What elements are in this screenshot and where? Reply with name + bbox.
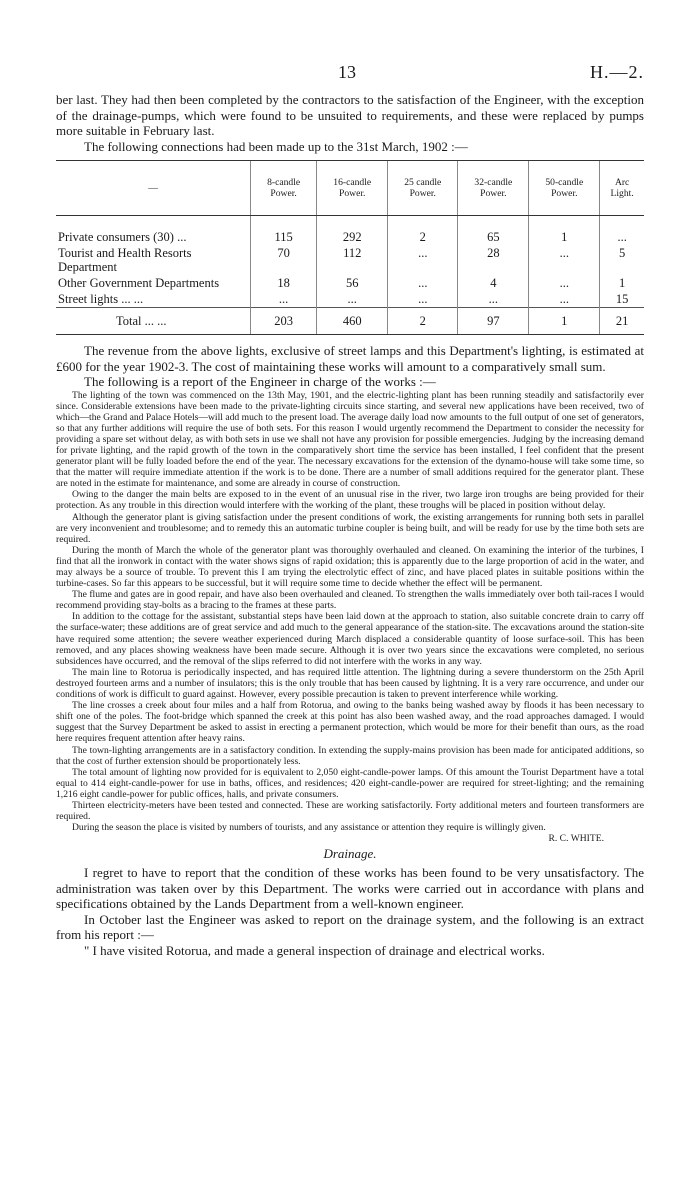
- total-cell: 203: [251, 308, 317, 335]
- report-paragraph: The line crosses a creek about four miles and a half from Rotorua, and owing to the banks being washed away by floods it has been necessary to shift one of the poles. The foot-bridge which spanned the creek at this point has also been washed away, and the road approaches damaged. I would suggest that the Survey Department be asked to assist in erecting a permanent protection, which would be more for their benefit than ours, as the road here requires frequent attention after heavy rains.: [56, 700, 644, 745]
- page-header: [56, 62, 644, 92]
- revenue-paragraph: The revenue from the above lights, exclusive of street lamps and this Department's lighting, is estimated at £600 for the year 1902-3. The cost of maintaining these works will amount to a comparatively small sum.: [56, 343, 644, 374]
- table-cell: ...: [388, 245, 458, 275]
- document-page: [56, 62, 644, 958]
- table-cell: 2: [388, 216, 458, 246]
- table-cell: ...: [388, 291, 458, 308]
- table-cell: ...: [317, 291, 388, 308]
- table-cell: 70: [251, 245, 317, 275]
- column-header: 32-candle Power.: [458, 161, 529, 216]
- report-paragraph: The total amount of lighting now provided for is equivalent to 2,050 eight-candle-power lamps. Of this amount the Tourist Department have a total equal to 414 eight-candle-power for use in baths, offices, and residences; 420 eight-candle-power are required for street-lighting; and the remaining 1,216 eight candle-power for public offices, halls, and private consumers.: [56, 766, 644, 800]
- row-label: Private consumers (30) ...: [58, 230, 187, 244]
- table-row: [56, 291, 644, 308]
- drainage-paragraph: I regret to have to report that the condition of these works has been found to be very unsatisfactory. The administration was taken over by this Department. The works were carried out in accordance with plans and specifications obtained by the Lands Department from a well-known engineer.: [56, 865, 644, 912]
- column-header: 25 candle Power.: [388, 161, 458, 216]
- report-paragraph: The lighting of the town was commenced on the 13th May, 1901, and the electric-lighting plant has been running steadily and satisfactorily ever since. Considerable extensions have been made to the private-lighting circuits since starting, and several new applications have been received, two of which—the Grand and Palace Hotels—will add much to the present load. The average daily load now amounts to the full output of one set of generators, so that any further additions will require the use of both sets. For this reason I would urgently recommend the Department to consider the necessity for providing a spare set without delay, as with both sets in use we shall not have any provision for possible emergencies. Judging by the increasing demand for private lighting, and the rapid growth of the town in the comparatively short time the service has been installed, I feel confident that the present generator plant will be fully loaded before the end of the year. The necessary excavations for the extension of the dynamo-house will take some time, so that the matter will require immediate attention if the work is to be done. There are a number of small additions required for the generator plant. These are noted in the estimate for maintenance, and some are already in course of construction.: [56, 389, 644, 490]
- report-paragraph: The town-lighting arrangements are in a satisfactory condition. In extending the supply-mains provision has been made for anticipated additions, so that the cost of further extension should be proportionately less.: [56, 744, 644, 767]
- report-paragraph: During the month of March the whole of the generator plant was thoroughly overhauled and cleaned. On examining the interior of the turbines, I find that all the ironwork in contact with the water shows signs of rapid oxidation; this is apparently due to the large proportion of acid in the water, and may always be a source of trouble. To prevent this I am trying the electrolytic effect of zinc, and have placed plates in suitable positions within the turbine-cases. So far this appears to be successful, but it will require some time to decide whether the effect will be permanent.: [56, 544, 644, 590]
- report-paragraph: Although the generator plant is giving satisfaction under the present conditions of work, the existing arrangements for running both sets in parallel are very inconvenient and troublesome; and to remedy this an automatic turbine coupler is being built, and will be ready for use by the time both sets are required.: [56, 511, 644, 545]
- column-header: —: [56, 161, 251, 216]
- intro-paragraph: ber last. They had then been completed by the contractors to the satisfaction of the Engineer, with the exception of the drainage-pumps, which were found to be unsuited to requirements, and these were replaced by pumps more suitable in February last.: [56, 92, 644, 138]
- page-number: 13: [338, 62, 356, 82]
- table-cell: 28: [458, 245, 529, 275]
- table-cell: 1: [600, 275, 644, 291]
- table-cell: ...: [529, 245, 600, 275]
- table-row: [56, 216, 644, 246]
- engineer-report: [56, 390, 644, 845]
- column-header: 50-candle Power.: [529, 161, 600, 216]
- table-intro: The following connections had been made up to the 31st March, 1902 :—: [84, 138, 468, 154]
- table-cell: 56: [317, 275, 388, 291]
- table-row: [56, 245, 644, 275]
- table-cell: 5: [600, 245, 644, 275]
- table-cell: ...: [458, 291, 529, 308]
- total-cell: 1: [529, 308, 600, 335]
- table-cell: ...: [251, 291, 317, 308]
- row-label: Other Government Departments: [58, 276, 220, 290]
- total-row: [56, 308, 644, 335]
- report-paragraph: In addition to the cottage for the assistant, substantial steps have been laid down at the approach to station, also suitable concrete drain to carry off the surface-water; these additions are of great service and add much to the general appearance of the station-site. The excavations around the station-site have required some attention; the severe weather experienced during March displaced a considerable quantity of loose surface-soil. This has been removed, and any places showing weakness have been made secure. Although it is over two years since the excavations were completed, no serious subsidences have occurred, and the removal of the slips referred to did not interfere with the works in any way.: [56, 611, 644, 667]
- table-cell: 18: [251, 275, 317, 291]
- table-cell: 4: [458, 275, 529, 291]
- column-header: 8-candle Power.: [251, 161, 317, 216]
- report-paragraph: During the season the place is visited by numbers of tourists, and any assistance or attention they require is willingly given.: [72, 822, 546, 834]
- table-cell: 65: [458, 216, 529, 246]
- drainage-heading: Drainage.: [323, 846, 377, 862]
- connections-table: [56, 160, 644, 335]
- row-label: Street lights ... ...: [58, 292, 144, 306]
- total-cell: 21: [600, 308, 644, 335]
- table-cell: 292: [317, 216, 388, 246]
- table-cell: 112: [317, 245, 388, 275]
- table-cell: 15: [600, 291, 644, 308]
- table-cell: ...: [529, 291, 600, 308]
- report-paragraph: The flume and gates are in good repair, and have also been overhauled and cleaned. To strengthen the walls immediately over both tail-races I would recommend providing stay-bolts as a bracing to the frames at these parts.: [56, 589, 644, 612]
- row-label: Tourist and Health Resorts Department: [58, 246, 192, 274]
- report-intro: The following is a report of the Engineer in charge of the works :—: [84, 374, 436, 389]
- table-cell: 1: [529, 216, 600, 246]
- drainage-quote: " I have visited Rotorua, and made a general inspection of drainage and electrical works.: [84, 942, 545, 958]
- total-label: Total ... ...: [56, 308, 251, 335]
- total-cell: 97: [458, 308, 529, 335]
- table-row: [56, 275, 644, 291]
- table-cell: ...: [529, 275, 600, 291]
- column-header: Arc Light.: [600, 161, 644, 216]
- drainage-paragraph: In October last the Engineer was asked to report on the drainage system, and the following is an extract from his report :—: [56, 911, 644, 943]
- report-signature: R. C. WHITE.: [548, 833, 604, 845]
- table-cell: 115: [251, 216, 317, 246]
- total-cell: 2: [388, 308, 458, 335]
- column-header: 16-candle Power.: [317, 161, 388, 216]
- report-paragraph: The main line to Rotorua is periodically inspected, and has required little attention. The lightning during a severe thunderstorm on the 25th April destroyed fourteen arms and a number of insulators; this is the only trouble that has been caused by lightning. It is a very rare occurrence, and under our conditions of work is difficult to guard against. However, every possible precaution is taken to prevent interference while working.: [56, 666, 644, 701]
- table-header-row: [56, 161, 644, 216]
- table-cell: ...: [388, 275, 458, 291]
- report-paragraph: Owing to the danger the main belts are exposed to in the event of an unusual rise in the river, two large iron troughs are being provided for their protection. As any trouble in this direction would interfere with the working of the plant, these troughs will be placed in position without delay.: [56, 489, 644, 512]
- table-cell: ...: [600, 216, 644, 246]
- total-cell: 460: [317, 308, 388, 335]
- document-reference: H.—2.: [590, 62, 644, 82]
- report-paragraph: Thirteen electricity-meters have been tested and connected. These are working satisfactorily. Forty additional meters and fourteen transformers are required.: [56, 799, 644, 823]
